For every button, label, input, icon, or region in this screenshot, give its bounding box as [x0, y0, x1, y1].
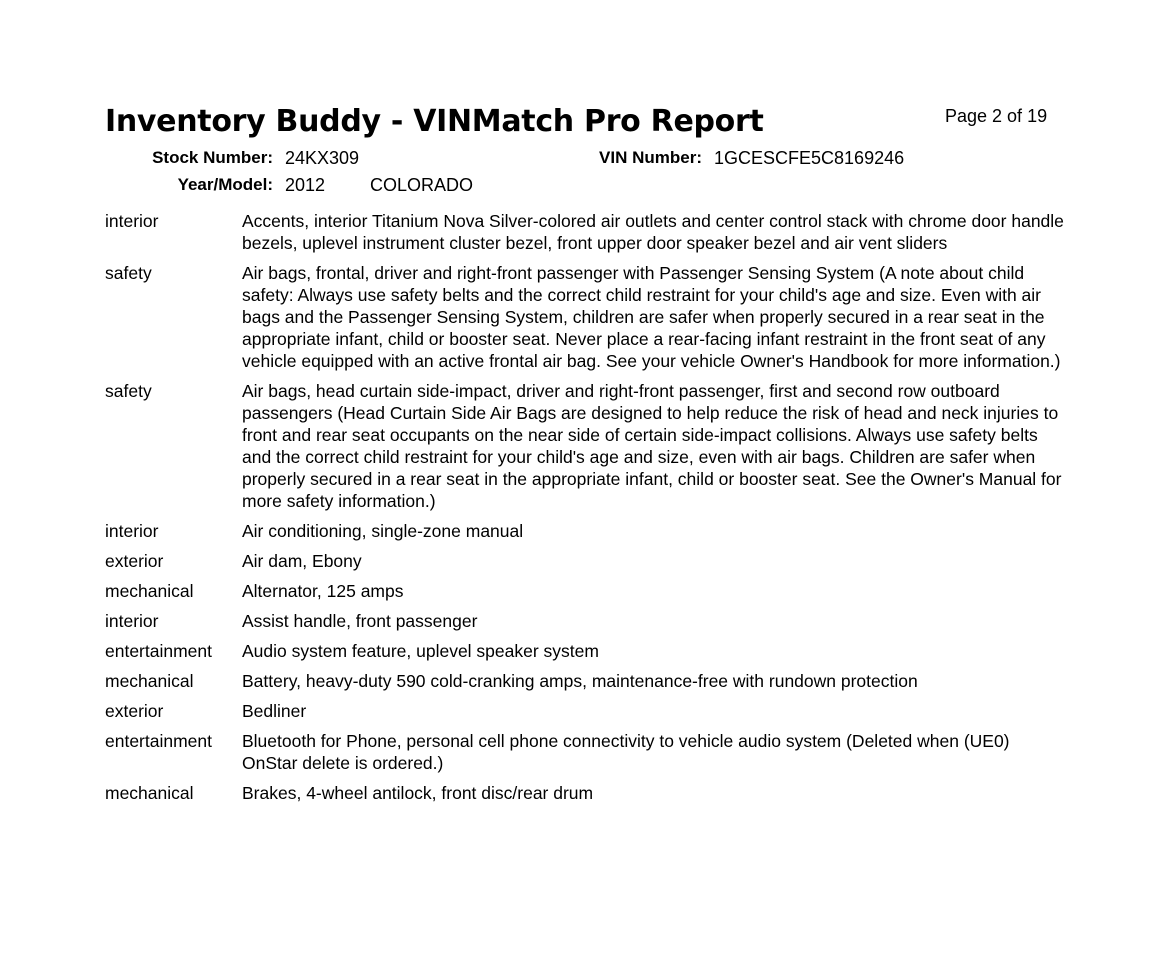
stock-number-value: 24KX309	[285, 148, 360, 168]
feature-row	[105, 520, 1065, 542]
model-value: COLORADO	[370, 175, 474, 195]
feature-category: exterior	[105, 551, 164, 571]
feature-category: mechanical	[105, 671, 194, 691]
vin-number-value: 1GCESCFE5C8169246	[714, 148, 905, 168]
feature-description: Bluetooth for Phone, personal cell phone connectivity to vehicle audio system (Deleted when (UE0) OnStar delete is ordered.)	[242, 731, 1010, 773]
feature-row	[105, 380, 1065, 512]
feature-category: entertainment	[105, 731, 213, 751]
feature-category: interior	[105, 611, 159, 631]
feature-category: exterior	[105, 701, 164, 721]
feature-category: interior	[105, 521, 159, 541]
feature-row	[105, 550, 1065, 572]
feature-description: Air bags, frontal, driver and right-front passenger with Passenger Sensing System (A note about child safety: Always use safety belts and the correct child restraint for your child's age and size. Even with air bags and the Passenger Sensing System, children are safer when properly secured in a rear seat in the appropriate infant, child or booster seat. Never place a rear-facing infant restraint in the front seat of any vehicle equipped with an active frontal air bag. See your vehicle Owner's Handbook for more information.)	[242, 263, 1061, 371]
feature-description: Alternator, 125 amps	[242, 581, 404, 601]
year-model-label: Year/Model:	[177, 175, 273, 194]
feature-row	[105, 782, 1065, 804]
feature-description: Bedliner	[242, 701, 307, 721]
report-title: Inventory Buddy - VINMatch Pro Report	[105, 104, 764, 139]
feature-description: Air conditioning, single-zone manual	[242, 521, 524, 541]
feature-description: Air bags, head curtain side-impact, driver and right-front passenger, first and second row outboard passengers (Head Curtain Side Air Bags are designed to help reduce the risk of head and neck injuries to front and rear seat occupants on the near side of certain side-impact collisions. Always use safety belts and the correct child restraint for your child's age and size, even with air bags. Children are safer when properly secured in a rear seat in the appropriate infant, child or booster seat. See the Owner's Manual for more safety information.)	[242, 381, 1062, 511]
feature-row	[105, 580, 1065, 602]
feature-row	[105, 610, 1065, 632]
feature-description: Audio system feature, uplevel speaker system	[242, 641, 599, 661]
feature-list	[105, 210, 1065, 812]
feature-row	[105, 640, 1065, 662]
feature-row	[105, 670, 1065, 692]
feature-description: Assist handle, front passenger	[242, 611, 478, 631]
feature-description: Battery, heavy-duty 590 cold-cranking amps, maintenance-free with rundown protection	[242, 671, 918, 691]
feature-description: Brakes, 4-wheel antilock, front disc/rear drum	[242, 783, 594, 803]
feature-row	[105, 700, 1065, 722]
feature-category: entertainment	[105, 641, 213, 661]
stock-number-label: Stock Number:	[152, 148, 273, 167]
feature-row	[105, 730, 1065, 774]
feature-row	[105, 210, 1065, 254]
feature-category: mechanical	[105, 581, 194, 601]
feature-category: interior	[105, 211, 159, 231]
year-value: 2012	[285, 175, 326, 195]
page-indicator: Page 2 of 19	[945, 106, 1048, 126]
feature-description: Accents, interior Titanium Nova Silver-colored air outlets and center control stack with chrome door handle bezels, uplevel instrument cluster bezel, front upper door speaker bezel and air vent sliders	[242, 211, 1064, 253]
vin-number-label: VIN Number:	[599, 148, 702, 167]
feature-description: Air dam, Ebony	[242, 551, 362, 571]
feature-category: safety	[105, 263, 152, 283]
feature-row	[105, 262, 1065, 372]
feature-category: safety	[105, 381, 152, 401]
feature-category: mechanical	[105, 783, 194, 803]
